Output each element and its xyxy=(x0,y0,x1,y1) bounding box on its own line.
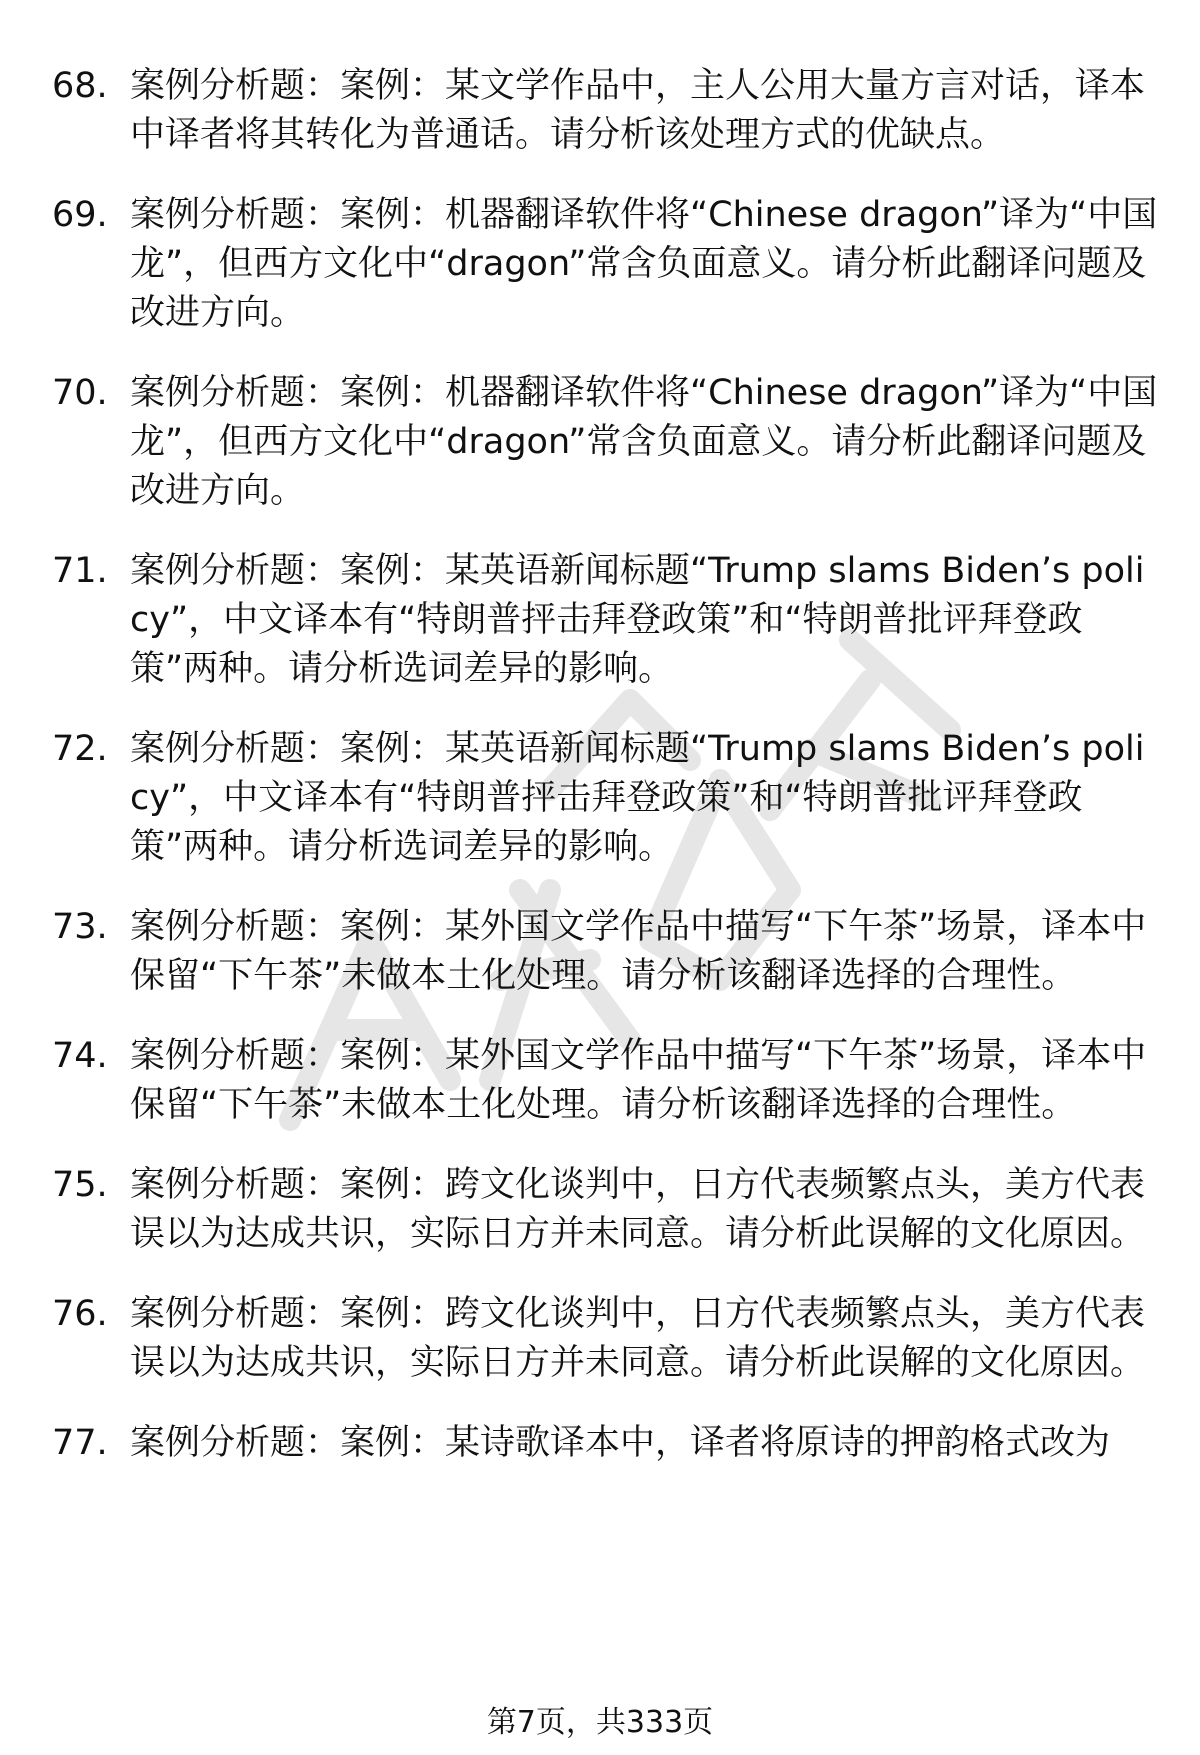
question-item xyxy=(52,725,1162,872)
question-item xyxy=(52,1419,1162,1468)
question-text: 案例分析题：案例：机器翻译软件将“Chinese dragon”译为“中国龙”，但西方文化中“dragon”常含负面意义。请分析此翻译问题及改进方向。 xyxy=(130,195,1158,333)
question-number: 71. xyxy=(52,551,108,591)
question-number: 74. xyxy=(52,1036,108,1076)
question-number: 69. xyxy=(52,195,108,235)
question-number: 76. xyxy=(52,1294,108,1334)
question-item xyxy=(52,191,1162,338)
question-text: 案例分析题：案例：某外国文学作品中描写“下午茶”场景，译本中保留“下午茶”未做本土化处理。请分析该翻译选择的合理性。 xyxy=(130,907,1147,996)
question-text: 案例分析题：案例：某英语新闻标题“Trump slams Biden’s policy”，中文译本有“特朗普抨击拜登政策”和“特朗普批评拜登政策”两种。请分析选词差异的影响。 xyxy=(130,551,1145,689)
question-text: 案例分析题：案例：机器翻译软件将“Chinese dragon”译为“中国龙”，但西方文化中“dragon”常含负面意义。请分析此翻译问题及改进方向。 xyxy=(130,373,1158,511)
question-number: 75. xyxy=(52,1165,108,1205)
question-item xyxy=(52,1290,1162,1388)
question-text: 案例分析题：案例：跨文化谈判中，日方代表频繁点头，美方代表误以为达成共识，实际日方并未同意。请分析此误解的文化原因。 xyxy=(130,1165,1146,1254)
question-text: 案例分析题：案例：某英语新闻标题“Trump slams Biden’s policy”，中文译本有“特朗普抨击拜登政策”和“特朗普批评拜登政策”两种。请分析选词差异的影响。 xyxy=(130,729,1145,867)
question-item xyxy=(52,1161,1162,1259)
question-number: 77. xyxy=(52,1423,108,1463)
question-text: 案例分析题：案例：某外国文学作品中描写“下午茶”场景，译本中保留“下午茶”未做本土化处理。请分析该翻译选择的合理性。 xyxy=(130,1036,1147,1125)
question-number: 68. xyxy=(52,66,108,106)
question-number: 72. xyxy=(52,729,108,769)
question-number: 70. xyxy=(52,373,108,413)
question-number: 73. xyxy=(52,907,108,947)
question-text: 案例分析题：案例：跨文化谈判中，日方代表频繁点头，美方代表误以为达成共识，实际日方并未同意。请分析此误解的文化原因。 xyxy=(130,1294,1146,1383)
question-list xyxy=(52,62,1162,1499)
question-item xyxy=(52,903,1162,1001)
question-text: 案例分析题：案例：某诗歌译本中，译者将原诗的押韵格式改为 xyxy=(130,1423,1111,1463)
question-item xyxy=(52,369,1162,516)
question-item xyxy=(52,1032,1162,1130)
question-text: 案例分析题：案例：某文学作品中，主人公用大量方言对话，译本中译者将其转化为普通话。请分析该处理方式的优缺点。 xyxy=(130,66,1146,155)
question-item xyxy=(52,547,1162,694)
question-item xyxy=(52,62,1162,160)
page-footer: 第7页，共333页 xyxy=(486,1705,714,1740)
